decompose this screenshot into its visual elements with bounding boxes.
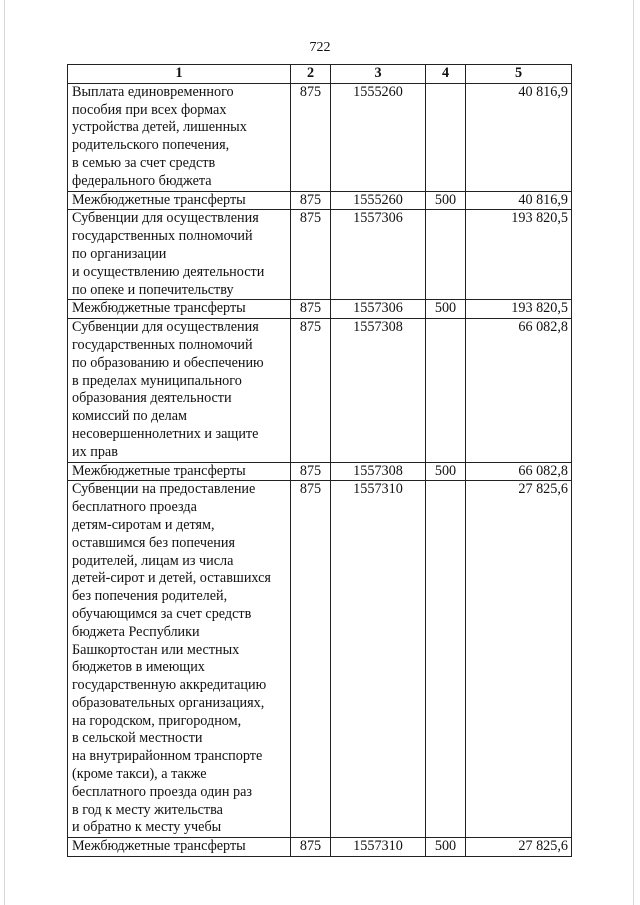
row-name: Межбюджетные трансферты: [68, 462, 291, 481]
row-article: 1557310: [331, 481, 426, 838]
row-amount: 27 825,6: [466, 838, 572, 857]
table-row: [68, 191, 572, 210]
row-article: 1557310: [331, 838, 426, 857]
column-header-2: 2: [291, 65, 331, 84]
row-code: 875: [291, 319, 331, 462]
row-amount: 27 825,6: [466, 481, 572, 838]
table-row: [68, 210, 572, 300]
row-type: [426, 210, 466, 300]
column-header-3: 3: [331, 65, 426, 84]
row-amount: 193 820,5: [466, 210, 572, 300]
budget-table: [67, 64, 572, 857]
row-article: 1555260: [331, 191, 426, 210]
column-header-1: 1: [68, 65, 291, 84]
table-row: [68, 838, 572, 857]
row-type: 500: [426, 462, 466, 481]
row-code: 875: [291, 300, 331, 319]
row-article: 1557306: [331, 210, 426, 300]
row-type: 500: [426, 838, 466, 857]
row-name: Выплата единовременного пособия при всех формах устройства детей, лишенных родительского попечения, в семью за счет средств федерального бюджета: [68, 83, 291, 191]
column-header-5: 5: [466, 65, 572, 84]
row-type: 500: [426, 191, 466, 210]
row-article: 1557306: [331, 300, 426, 319]
row-amount: 193 820,5: [466, 300, 572, 319]
row-name: Субвенции для осуществления государственных полномочий по образованию и обеспечению в пределах муниципального образования деятельности комиссий по делам несовершеннолетних и защите их прав: [68, 319, 291, 462]
row-article: 1557308: [331, 462, 426, 481]
row-type: [426, 83, 466, 191]
row-type: [426, 319, 466, 462]
row-amount: 40 816,9: [466, 191, 572, 210]
table-row: [68, 481, 572, 838]
row-amount: 40 816,9: [466, 83, 572, 191]
page-number: 722: [309, 40, 331, 55]
table-row: [68, 462, 572, 481]
row-amount: 66 082,8: [466, 319, 572, 462]
scan-edge-right: [633, 0, 634, 905]
row-name: Межбюджетные трансферты: [68, 191, 291, 210]
row-article: 1555260: [331, 83, 426, 191]
row-name: Субвенции для осуществления государственных полномочий по организации и осуществлению деятельности по опеке и попечительству: [68, 210, 291, 300]
row-type: 500: [426, 300, 466, 319]
table-header-row: [68, 65, 572, 84]
row-code: 875: [291, 210, 331, 300]
row-article: 1557308: [331, 319, 426, 462]
row-amount: 66 082,8: [466, 462, 572, 481]
row-name: Субвенции на предоставление бесплатного проезда детям-сиротам и детям, оставшимся без попечения родителей, лицам из числа детей-сирот и детей, оставшихся без попечения родителей, обучающимся за счет средств бюджета Республики Башкортостан или местных бюджетов в имеющих государственную аккредитацию образовательных организациях, на городском, пригородном, в сельской местности на внутрирайонном транспорте (кроме такси), а также бесплатного проезда один раз в год к месту жительства и обратно к месту учебы: [68, 481, 291, 838]
row-type: [426, 481, 466, 838]
row-name: Межбюджетные трансферты: [68, 838, 291, 857]
column-header-4: 4: [426, 65, 466, 84]
table-row: [68, 83, 572, 191]
row-name: Межбюджетные трансферты: [68, 300, 291, 319]
table-row: [68, 319, 572, 462]
row-code: 875: [291, 481, 331, 838]
row-code: 875: [291, 462, 331, 481]
scan-edge-left: [4, 0, 5, 905]
row-code: 875: [291, 83, 331, 191]
table-row: [68, 300, 572, 319]
row-code: 875: [291, 191, 331, 210]
row-code: 875: [291, 838, 331, 857]
